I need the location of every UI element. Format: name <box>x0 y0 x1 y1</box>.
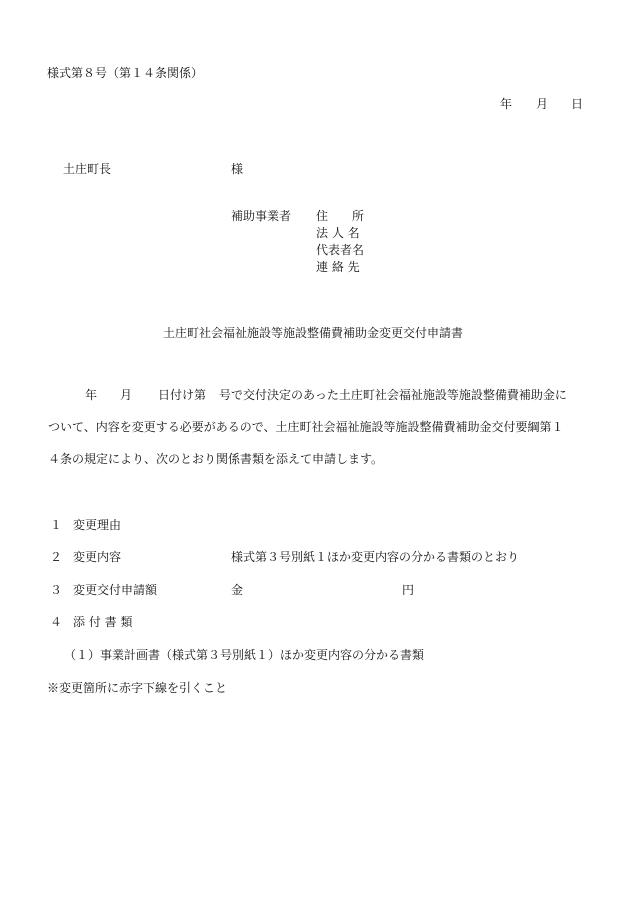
item-2-number: ２ <box>50 550 63 564</box>
applicant-representative-label: 代表者名 <box>316 243 365 257</box>
document-title: 土庄町社会福祉施設等施設整備費補助金変更交付申請書 <box>163 326 464 340</box>
body-month: 月 <box>120 388 133 402</box>
body-line-3: ４条の規定により、次のとおり関係書類を添えて申請します。 <box>48 452 384 466</box>
applicant-contact-label: 連 絡 先 <box>316 260 360 274</box>
form-number: 様式第８号（第１４条関係） <box>47 66 204 80</box>
body-line-2: ついて、内容を変更する必要があるので、土庄町社会福祉施設等施設整備費補助金交付要綱第１ <box>48 420 564 434</box>
body-line1-rest: 号で交付決定のあった土庄町社会福祉施設等施設整備費補助金に <box>219 388 567 402</box>
item-1-label: 変更理由 <box>73 518 122 532</box>
attachment-item: （１）事業計画書（様式第３号別紙１）ほか変更内容の分かる書類 <box>64 648 425 662</box>
applicant-address-label: 住 所 <box>316 209 365 223</box>
addressee-name: 土庄町長 <box>63 162 112 176</box>
date-year: 年 <box>500 97 513 111</box>
date-day: 日 <box>571 97 584 111</box>
item-3-label: 変更交付申請額 <box>73 583 158 597</box>
note: ※変更箇所に赤字下線を引くこと <box>47 681 228 695</box>
item-4-number: ４ <box>50 615 63 629</box>
item-3-number: ３ <box>50 583 63 597</box>
item-3-value: 金 <box>231 583 244 597</box>
applicant-corporation-label: 法 人 名 <box>316 226 360 240</box>
item-4-label: 添 付 書 類 <box>73 615 133 629</box>
body-year: 年 <box>85 388 98 402</box>
item-3-unit: 円 <box>402 583 415 597</box>
applicant-role: 補助事業者 <box>231 209 292 223</box>
date-month: 月 <box>536 97 549 111</box>
item-1-number: １ <box>50 518 63 532</box>
item-2-value: 様式第３号別紙１ほか変更内容の分かる書類のとおり <box>231 550 520 564</box>
addressee-honorific: 様 <box>231 162 244 176</box>
item-2-label: 変更内容 <box>73 550 122 564</box>
body-day-ref: 日付け第 <box>158 388 207 402</box>
